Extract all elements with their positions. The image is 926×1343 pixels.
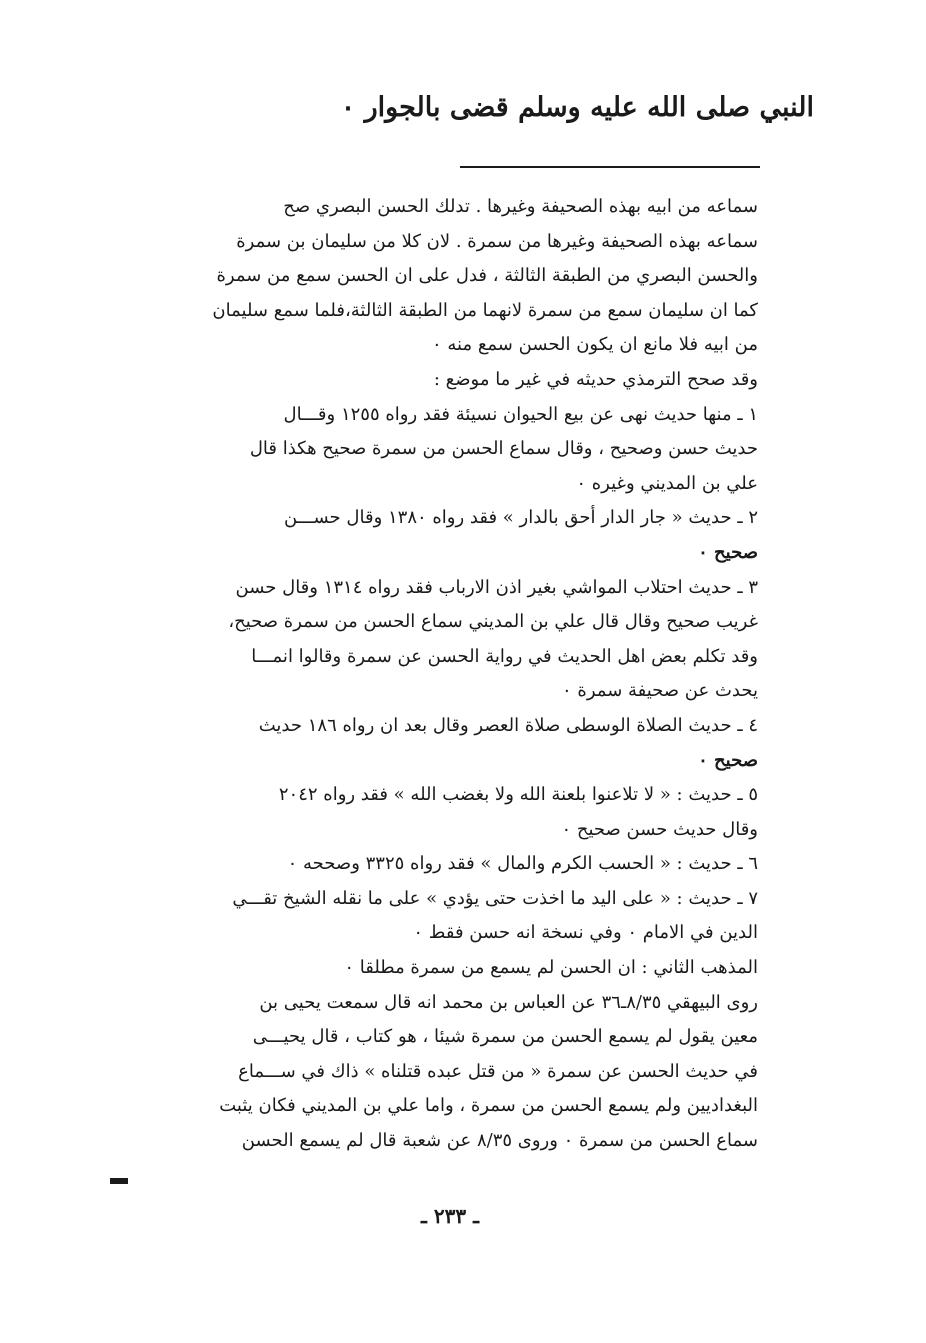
ink-mark [110,1178,128,1184]
text-line: والحسن البصري من الطبقة الثالثة ، فدل على ان الحسن سمع من سمرة [216,265,758,287]
text-line: في حديث الحسن عن سمرة « من قتل عبده قتلناه » ذاك في ســـماع [238,1060,758,1082]
text-line: ٣ ـ حديث احتلاب المواشي بغير اذن الارباب فقد رواه ١٣١٤ وقال حسن [235,576,758,598]
text-line: روى البيهقي ٨/٣٥ـ٣٦ عن العباس بن محمد انه قال سمعت يحيى بن [259,991,758,1013]
text-line: صحيح ٠ [698,541,758,563]
text-line: وقد صحح الترمذي حديثه في غير ما موضع : [433,368,758,390]
text-line: ٦ ـ حديث : « الحسب الكرم والمال » فقد رواه ٣٣٢٥ وصححه ٠ [287,853,758,875]
text-line: حديث حسن وصحيح ، وقال سماع الحسن من سمرة صحيح هكذا قال [249,438,758,460]
text-line: ٤ ـ حديث الصلاة الوسطى صلاة العصر وقال بعد ان رواه ١٨٦ حديث [258,714,758,736]
text-line: الدين في الامام ٠ وفي نسخة انه حسن فقط ٠ [413,922,758,944]
text-line: وقال حديث حسن صحيح ٠ [561,818,758,840]
text-line: علي بن المديني وغيره ٠ [576,472,758,494]
page-heading: النبي صلى الله عليه وسلم قضى بالجوار ٠ [340,92,814,123]
text-line: ٢ ـ حديث « جار الدار أحق بالدار » فقد رواه ١٣٨٠ وقال حســـن [283,507,758,529]
heading-divider [460,166,760,168]
text-line: المذهب الثاني : ان الحسن لم يسمع من سمرة مطلقا ٠ [344,957,758,979]
text-line: ٥ ـ حديث : « لا تلاعنوا بلعنة الله ولا بغضب الله » فقد رواه ٢٠٤٢ [278,784,758,806]
text-line: من ابيه فلا مانع ان يكون الحسن سمع منه ٠ [431,334,758,356]
text-line: غريب صحيح وقال قال علي بن المديني سماع الحسن من سمرة صحيح، [228,611,758,633]
text-line: ٧ ـ حديث : « على اليد ما اخذت حتى يؤدي » على ما نقله الشيخ تقـــي [232,887,758,909]
page-number: ـ ٢٣٣ ـ [421,1204,479,1228]
text-line: يحدث عن صحيفة سمرة ٠ [562,680,758,702]
text-line: سماع الحسن من سمرة ٠ وروى ٨/٣٥ عن شعبة قال لم يسمع الحسن [241,1130,758,1152]
text-line: البغداديين ولم يسمع الحسن من سمرة ، واما علي بن المديني فكان يثبت [219,1095,758,1117]
text-line: سماعه بهذه الصحيفة وغيرها من سمرة . لان كلا من سليمان بن سمرة [236,230,758,252]
text-line: صحيح ٠ [698,749,758,771]
text-line: كما ان سليمان سمع من سمرة لانهما من الطبقة الثالثة،فلما سمع سليمان [212,299,758,321]
text-line: معين يقول لم يسمع الحسن من سمرة شيئا ، هو كتاب ، قال يحيـــى [252,1026,758,1048]
text-line: وقد تكلم بعض اهل الحديث في رواية الحسن عن سمرة وقالوا انمـــا [251,645,758,667]
body-text [106,190,758,1159]
text-line: سماعه من ابيه بهذه الصحيفة وغيرها . تدلك الحسن البصري صح [283,196,758,217]
text-line: ١ ـ منها حديث نهى عن بيع الحيوان نسيئة فقد رواه ١٢٥٥ وقـــال [283,403,758,425]
